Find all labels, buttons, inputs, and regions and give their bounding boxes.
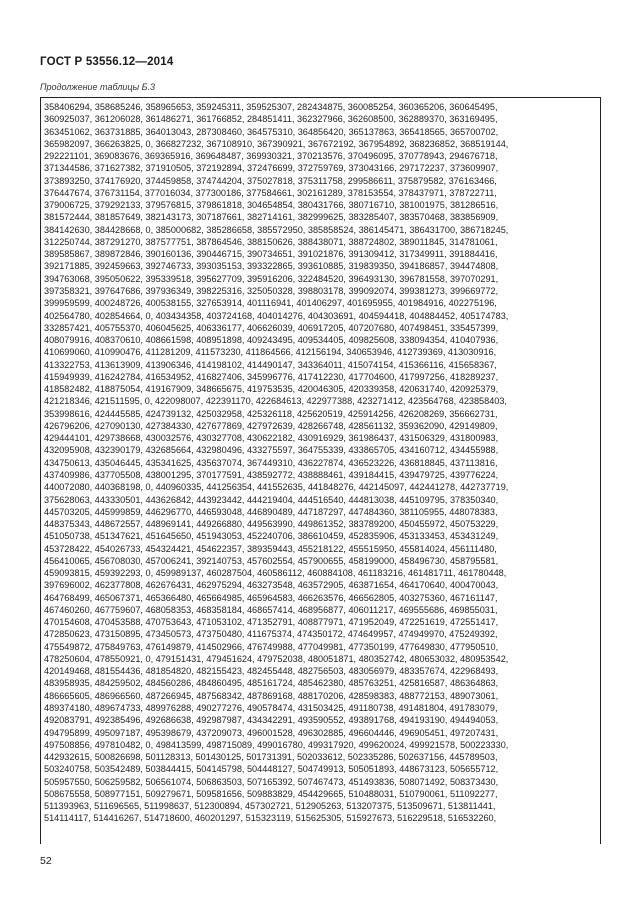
table-row: 494795899, 495097187, 495398679, 437209073, 496001528, 496302885, 496604446, 496905451, 497207431,: [44, 727, 499, 738]
table-row: 459093815, 459392293, 0, 459989137, 460287504, 460586112, 460884108, 461183216, 461481711, 461780448,: [44, 568, 507, 579]
table-row: 413322753, 413613909, 413906346, 414198102, 414490147, 343364011, 415074154, 415366116, 415658367,: [44, 359, 497, 370]
table-row: 486665605, 486966560, 487266945, 487568342, 487869168, 488170206, 428598383, 488772153, 489073061,: [44, 690, 499, 701]
table-row: 453728422, 454026733, 454324421, 454622357, 389359443, 455218122, 455515950, 455814024, 456111480,: [44, 543, 497, 554]
table-row: 505957550, 506259582, 506561074, 506863503, 507165392, 507467473, 451493836, 508071492, 508373430,: [44, 776, 499, 787]
table-row: 421218346, 421511595, 0, 422098007, 422391170, 422684613, 422977388, 423271412, 423564768, 423858403,: [44, 396, 507, 407]
table-row: 379006725, 379292133, 379576815, 379861818, 304654854, 380431766, 380716710, 381001975, 381286516,: [44, 200, 499, 211]
table-row: 508675558, 508977151, 509279671, 509581656, 509883829, 454429665, 510488031, 510790061, 511092277,: [44, 788, 498, 799]
table-row: 397696002, 462377808, 462676431, 462975294, 463273548, 463572905, 463871654, 464170640, 400470043,: [44, 580, 499, 591]
table-row: 475549872, 475849763, 476149879, 414502966, 476749988, 477049981, 477350199, 477649830, 477950510,: [44, 641, 499, 652]
table-row: 415949939, 416242784, 416534952, 416827406, 345996776, 417412230, 417704600, 417997256, 418289237,: [44, 371, 499, 382]
table-row: 373893250, 374176920, 374459858, 374744204, 375027818, 375311758, 299586611, 375879582, 376163466,: [44, 175, 497, 186]
table-row: 375628063, 443330501, 443626842, 443923442, 444219404, 444516540, 444813038, 445109795, 378350340,: [44, 494, 499, 505]
table-row: 389585867, 389872846, 390160136, 390446715, 390734651, 391021876, 391309412, 317349911, 391884416,: [44, 249, 498, 260]
table-row: 397358321, 397647686, 397936349, 398225316, 325050328, 398803178, 399092074, 399381273, 399669772,: [44, 285, 499, 296]
table-row: 410699060, 410990476, 411281209, 411573230, 411864566, 412156194, 340653946, 412739369, 413030916,: [44, 347, 497, 358]
page-number: 52: [40, 855, 52, 867]
table-row: 483958935, 484259502, 484560286, 484860495, 485161724, 485462380, 485763251, 425816587, 486364863,: [44, 678, 499, 689]
table-row: 442932615, 500826698, 501128313, 501430125, 501731391, 502033612, 502335286, 502637156, 445789503,: [44, 752, 498, 763]
table-row: 402564780, 402854664, 0, 403434358, 403724168, 404014276, 404303691, 404594418, 404884452, 405174783,: [44, 310, 509, 321]
table-row: 394763068, 395050622, 395339518, 395627709, 395916206, 322484520, 396493130, 396781558, 397070291,: [44, 273, 499, 284]
table-row: 353998616, 424445585, 424739132, 425032958, 425326118, 425620519, 425914256, 426208269, 356662731,: [44, 408, 498, 419]
table-row: 371344586, 371627382, 371910505, 372192894, 372476699, 372759769, 373043166, 297172237, 373609907,: [44, 163, 499, 174]
table-row: 448375343, 448672557, 448969141, 449266880, 449563990, 449861352, 383789200, 450455972, 450753229,: [44, 519, 499, 530]
table-row: 358406294, 358685246, 358965653, 359245311, 359525307, 282434875, 360085254, 360365206, 360645495,: [44, 102, 498, 112]
table-row: 429444101, 429738668, 430032576, 430327708, 430622182, 430916929, 361986437, 431506329, 431800983,: [44, 433, 499, 444]
table-row: 376447674, 376731154, 377016034, 377300186, 377584661, 302161289, 378153554, 378437971, 378722711,: [44, 187, 497, 198]
table-row: 363451062, 363731885, 364013043, 287308460, 364575310, 364856420, 365137863, 365418565, 365700702,: [44, 126, 499, 137]
table-row: 514114117, 514416267, 514718600, 460201297, 515323119, 515625305, 515927673, 516229518, 516532260,: [44, 813, 497, 824]
table-row: 492083791, 492385496, 492686638, 492987987, 434342291, 493590552, 493891768, 494193190, 494494053,: [44, 715, 499, 726]
table-row: 445703205, 445999859, 446296770, 446593048, 446890489, 447187297, 447484360, 381105955, 448078383,: [44, 506, 498, 517]
table-row: 451050738, 451347621, 451645650, 451943053, 452240706, 386610459, 452835906, 453133453, 453431249,: [44, 531, 499, 542]
table-caption: Продолжение таблицы Б.3: [40, 82, 156, 92]
table-row: 292221101, 369083676, 369365916, 369648487, 369930321, 370213576, 370496095, 370778943, 294676718,: [44, 151, 498, 162]
table-row: 470154608, 470453588, 470753643, 471053102, 471352791, 408877971, 471952049, 472251619, 472551417,: [44, 617, 499, 628]
document-header: ГОСТ Р 53556.12—2014: [40, 56, 174, 68]
table-row: 418582482, 418875054, 419167909, 348665675, 419753535, 420046305, 420339358, 420631740, 420925379,: [44, 384, 499, 395]
table-body: [44, 101, 600, 825]
table-row: 434750613, 435046445, 435341625, 435637074, 367449310, 436227874, 436523226, 436818845, 437113816,: [44, 457, 498, 468]
table-row: 312250744, 387291270, 387577751, 387864546, 388150626, 388438071, 388724802, 389011845, 314781061,: [44, 236, 498, 247]
table-row: 332857421, 405755370, 406045625, 406336177, 406626039, 406917205, 407207680, 407498451, 335457399,: [44, 322, 499, 333]
table-row: 392171885, 392459663, 392746733, 393035153, 393322865, 393610885, 319839350, 394186857, 394474808,: [44, 261, 499, 272]
table-row: 381572444, 381857649, 382143173, 307187661, 382714161, 382999625, 383285407, 383570468, 383856909,: [44, 212, 499, 223]
table-row: 420149468, 481554436, 481854820, 482155423, 482455448, 482756503, 483056979, 483357674, 422968493,: [44, 666, 499, 677]
table-row: 384142630, 384428668, 0, 385000682, 385286658, 385572950, 385858524, 386145471, 386431700, 386718245,: [44, 224, 509, 235]
table-row: 365982097, 366263825, 0, 366827232, 367108910, 367390921, 367672192, 367954892, 368236852, 368519144,: [44, 138, 509, 149]
table-row: 503240758, 503542489, 503844415, 504145798, 504448127, 504749913, 505051893, 448673123, 505655712,: [44, 764, 499, 775]
table-row: 440072080, 440368198, 0, 440960335, 441256354, 441552635, 441848276, 442145097, 442441278, 442737719,: [44, 482, 509, 493]
table-row: 456410065, 456708030, 457006241, 392140753, 457602554, 457900655, 458199000, 458496730, 458795581,: [44, 555, 499, 566]
table-row: 497508856, 497810482, 0, 498413599, 498715089, 499016780, 499317920, 499620024, 499921578, 500223330,: [44, 739, 509, 750]
table-row: 464768499, 465067371, 465366480, 465664985, 465964583, 466263576, 466562805, 403275360, 467161147,: [44, 592, 498, 603]
table-row: 399959599, 400248726, 400538155, 327653914, 401116941, 401406297, 401695955, 401984916, 402275196,: [44, 298, 497, 309]
table-row: 489374180, 489674733, 489976288, 490277276, 490578474, 431503425, 491180738, 491481804, 491783079,: [44, 703, 498, 714]
table-row: 408079916, 408370610, 408661598, 408951898, 409243495, 409534405, 409825608, 338094354, 410407936,: [44, 335, 499, 346]
table-row: 467460260, 467759607, 468058353, 468358184, 468657414, 468956877, 406011217, 469555686, 469855031,: [44, 604, 498, 615]
table-row: 511393963, 511696565, 511998637, 512300894, 457302721, 512905263, 513207375, 513509671, 513811441,: [44, 801, 496, 812]
table-row: 360925037, 361206028, 361486271, 361766852, 284851411, 362327966, 362608500, 362889370, 363169495,: [44, 114, 498, 125]
table-row: 437409986, 437705508, 438001295, 370177591, 438592772, 438888461, 439184415, 439479725, 439776224,: [44, 469, 499, 480]
table-row: 472850623, 473150895, 473450573, 473750480, 411675374, 474350172, 474649957, 474949970, 475249392,: [44, 629, 498, 640]
table-row: 426796206, 427090130, 427384330, 427677869, 427972639, 428266748, 428561132, 359362090, 429149809,: [44, 420, 498, 431]
table-row: 478250604, 478550921, 0, 479151431, 479451624, 479752038, 480051871, 480352742, 480653032, 480953542,: [44, 653, 509, 664]
table-row: 432095908, 432390179, 432685664, 432980496, 433275597, 364755339, 433865705, 434160712, 434455988,: [44, 445, 499, 456]
